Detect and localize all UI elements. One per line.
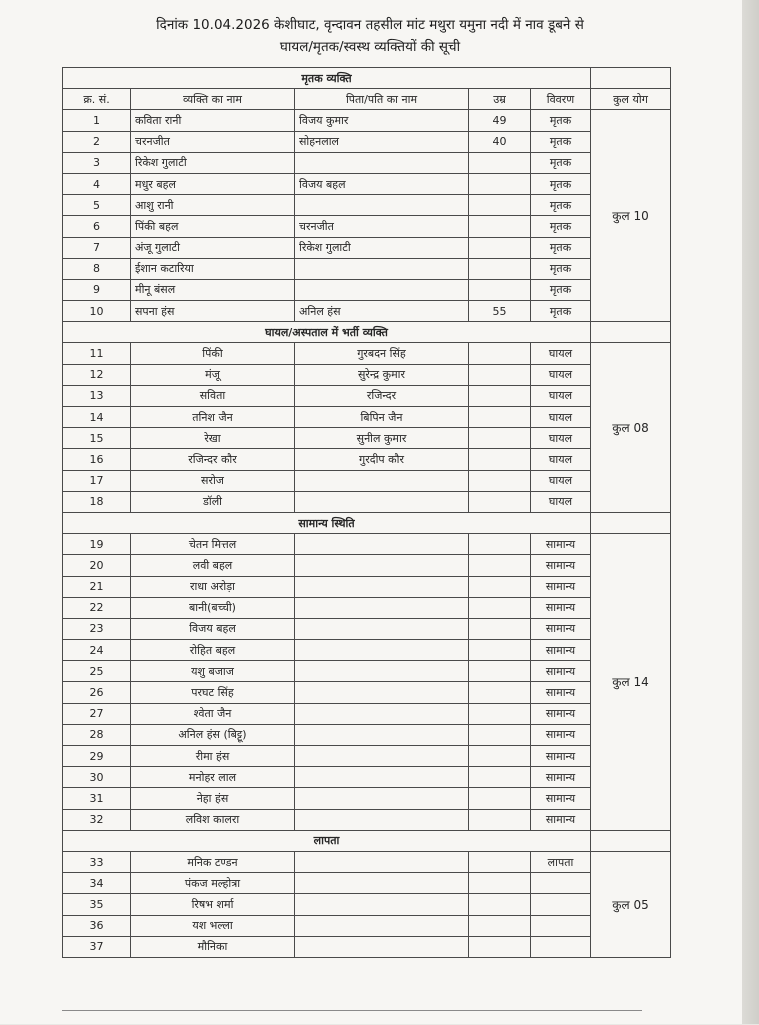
row-age [469,428,531,449]
section-total: कुल 10 [591,110,671,322]
row-age [469,279,531,300]
table-row [63,576,671,597]
row-relation [295,597,469,618]
row-name: मनोहर लाल [131,767,295,788]
row-sno: 12 [63,364,131,385]
section-title-row [63,68,671,89]
row-sno: 26 [63,682,131,703]
row-sno: 27 [63,703,131,724]
row-status [531,873,591,894]
table-row [63,343,671,364]
row-sno: 8 [63,258,131,279]
row-age [469,640,531,661]
row-relation [295,491,469,512]
row-sno: 15 [63,428,131,449]
row-sno: 34 [63,873,131,894]
row-relation: विजय कुमार [295,110,469,131]
row-name: राधा अरोड़ा [131,576,295,597]
row-sno: 30 [63,767,131,788]
row-age [469,216,531,237]
row-name: रजिन्दर कौर [131,449,295,470]
section-title-row [63,322,671,343]
row-status: घायल [531,385,591,406]
row-sno: 13 [63,385,131,406]
row-relation [295,682,469,703]
row-name: सविता [131,385,295,406]
row-name: विजय बहल [131,618,295,639]
row-status: मृतक [531,195,591,216]
row-sno: 22 [63,597,131,618]
row-relation: चरनजीत [295,216,469,237]
row-name: रिषभ शर्मा [131,894,295,915]
row-age [469,534,531,555]
table-row [63,640,671,661]
row-age [469,618,531,639]
section-title: सामान्य स्थिति [63,512,591,533]
row-status: मृतक [531,216,591,237]
row-sno: 10 [63,301,131,322]
row-sno: 28 [63,724,131,745]
row-name: तनिश जैन [131,407,295,428]
row-name: सपना हंस [131,301,295,322]
row-name: मधुर बहल [131,173,295,194]
row-status: सामान्य [531,555,591,576]
row-relation [295,851,469,872]
row-name: लवी बहल [131,555,295,576]
col-header-status: विवरण [531,89,591,110]
row-status: सामान्य [531,682,591,703]
section-total: कुल 08 [591,343,671,513]
row-relation: सोहनलाल [295,131,469,152]
table-row [63,936,671,957]
row-name: रीमा हंस [131,746,295,767]
row-sno: 6 [63,216,131,237]
row-relation [295,746,469,767]
row-name: मनिक टण्डन [131,851,295,872]
row-relation: विजय बहल [295,173,469,194]
row-sno: 7 [63,237,131,258]
col-header-total: कुल योग [591,89,671,110]
row-age [469,364,531,385]
row-sno: 21 [63,576,131,597]
row-relation: गुरदीप कौर [295,449,469,470]
table-row [63,258,671,279]
row-name: रिकेश गुलाटी [131,152,295,173]
row-sno: 33 [63,851,131,872]
row-status: सामान्य [531,746,591,767]
col-header-relation: पिता/पति का नाम [295,89,469,110]
row-name: रोहित बहल [131,640,295,661]
table-row [63,618,671,639]
row-name: चेतन मित्तल [131,534,295,555]
total-header-blank [591,68,671,89]
row-relation [295,661,469,682]
row-status: मृतक [531,152,591,173]
row-name: सरोज [131,470,295,491]
table-row [63,597,671,618]
row-age [469,385,531,406]
row-sno: 18 [63,491,131,512]
row-status: घायल [531,491,591,512]
heading-line-1: दिनांक 10.04.2026 केशीघाट, वृन्दावन तहसील मांट मथुरा यमुना नदी में नाव डूबने से [156,17,584,33]
row-relation [295,279,469,300]
heading-line-2: घायल/मृतक/स्वस्थ व्यक्तियों की सूची [279,39,461,55]
row-sno: 19 [63,534,131,555]
row-age [469,597,531,618]
table-row [63,428,671,449]
row-age: 40 [469,131,531,152]
row-name: लविश कालरा [131,809,295,830]
table-row [63,470,671,491]
table-row [63,873,671,894]
row-age [469,661,531,682]
table-row [63,851,671,872]
row-status: घायल [531,364,591,385]
row-name: श्वेता जैन [131,703,295,724]
row-name: बानी(बच्ची) [131,597,295,618]
row-name: पिंकी बहल [131,216,295,237]
row-age [469,152,531,173]
row-name: अनिल हंस (बिट्टू) [131,724,295,745]
row-status [531,915,591,936]
row-age: 55 [469,301,531,322]
row-sno: 2 [63,131,131,152]
row-relation: अनिल हंस [295,301,469,322]
next-page-edge [62,1010,642,1025]
row-age [469,555,531,576]
table-row [63,491,671,512]
row-name: नेहा हंस [131,788,295,809]
row-relation [295,258,469,279]
row-sno: 23 [63,618,131,639]
row-name: डॉली [131,491,295,512]
row-status: सामान्य [531,809,591,830]
row-status: सामान्य [531,576,591,597]
row-age [469,491,531,512]
row-age [469,195,531,216]
row-status: घायल [531,407,591,428]
row-name: पंकज मल्होत्रा [131,873,295,894]
table-row [63,809,671,830]
row-age [469,894,531,915]
row-relation [295,703,469,724]
row-relation [295,788,469,809]
row-relation: बिपिन जैन [295,407,469,428]
row-age [469,173,531,194]
row-relation [295,555,469,576]
section-title-row [63,830,671,851]
row-age [469,682,531,703]
row-sno: 17 [63,470,131,491]
row-status: लापता [531,851,591,872]
row-status: मृतक [531,258,591,279]
table-row [63,173,671,194]
row-status: मृतक [531,110,591,131]
row-name: ईशान कटारिया [131,258,295,279]
row-age [469,407,531,428]
row-name: रेखा [131,428,295,449]
row-name: मंजू [131,364,295,385]
row-sno: 5 [63,195,131,216]
row-relation [295,724,469,745]
section-total: कुल 14 [591,534,671,831]
row-age [469,746,531,767]
row-status: सामान्य [531,534,591,555]
table-row [63,894,671,915]
row-name: आशु रानी [131,195,295,216]
section-title: लापता [63,830,591,851]
row-status: सामान्य [531,767,591,788]
row-sno: 9 [63,279,131,300]
total-blank [591,322,671,343]
row-sno: 11 [63,343,131,364]
table-row [63,915,671,936]
col-header-name: व्यक्ति का नाम [131,89,295,110]
row-status: मृतक [531,173,591,194]
table-row [63,279,671,300]
section-title: घायल/अस्पताल में भर्ती व्यक्ति [63,322,591,343]
column-header-row [63,89,671,110]
row-relation: रिकेश गुलाटी [295,237,469,258]
col-header-sno: क्र. सं. [63,89,131,110]
row-status: मृतक [531,237,591,258]
row-age [469,915,531,936]
row-status: मृतक [531,301,591,322]
row-name: अंजू गुलाटी [131,237,295,258]
section-total: कुल 05 [591,851,671,957]
row-status: घायल [531,470,591,491]
row-relation [295,534,469,555]
section-title: मृतक व्यक्ति [63,68,591,89]
row-relation [295,767,469,788]
row-age [469,237,531,258]
row-relation [295,936,469,957]
row-name: यश भल्ला [131,915,295,936]
row-age [469,788,531,809]
row-relation [295,809,469,830]
row-relation [295,873,469,894]
row-relation [295,152,469,173]
row-name: कविता रानी [131,110,295,131]
table-row [63,364,671,385]
casualty-list-table [62,67,671,958]
table-row [63,449,671,470]
row-age [469,809,531,830]
row-name: परघट सिंह [131,682,295,703]
row-status: सामान्य [531,597,591,618]
row-sno: 37 [63,936,131,957]
table-row [63,110,671,131]
table-row [63,131,671,152]
row-relation [295,195,469,216]
table-row [63,301,671,322]
row-status [531,894,591,915]
row-relation [295,915,469,936]
table-row [63,682,671,703]
row-status: घायल [531,428,591,449]
row-sno: 29 [63,746,131,767]
row-status: मृतक [531,279,591,300]
table-row [63,555,671,576]
table-row [63,788,671,809]
row-status: घायल [531,343,591,364]
row-relation: सुरेन्द्र कुमार [295,364,469,385]
row-sno: 31 [63,788,131,809]
row-status: सामान्य [531,640,591,661]
row-relation [295,894,469,915]
table-body [63,68,671,958]
row-age [469,767,531,788]
row-relation: सुनील कुमार [295,428,469,449]
row-relation [295,576,469,597]
row-age [469,343,531,364]
table-row [63,385,671,406]
row-relation [295,640,469,661]
row-age [469,873,531,894]
table-row [63,195,671,216]
row-sno: 16 [63,449,131,470]
row-age: 49 [469,110,531,131]
table-row [63,534,671,555]
row-sno: 32 [63,809,131,830]
row-status: मृतक [531,131,591,152]
row-sno: 14 [63,407,131,428]
table-row [63,661,671,682]
row-status: सामान्य [531,703,591,724]
document-heading [60,14,680,58]
row-status [531,936,591,957]
row-sno: 35 [63,894,131,915]
row-status: सामान्य [531,618,591,639]
table-row [63,152,671,173]
row-name: यशु बजाज [131,661,295,682]
row-sno: 24 [63,640,131,661]
total-blank [591,512,671,533]
table-row [63,767,671,788]
row-status: सामान्य [531,661,591,682]
row-age [469,258,531,279]
row-sno: 36 [63,915,131,936]
table-row [63,237,671,258]
row-name: चरनजीत [131,131,295,152]
col-header-age: उम्र [469,89,531,110]
row-age [469,724,531,745]
row-status: सामान्य [531,724,591,745]
table-row [63,216,671,237]
row-sno: 1 [63,110,131,131]
row-relation [295,470,469,491]
row-status: सामान्य [531,788,591,809]
row-age [469,936,531,957]
row-age [469,703,531,724]
row-age [469,470,531,491]
row-age [469,576,531,597]
row-relation: गुरबदन सिंह [295,343,469,364]
row-relation: रजिन्दर [295,385,469,406]
table-row [63,407,671,428]
row-name: मौनिका [131,936,295,957]
row-sno: 20 [63,555,131,576]
row-age [469,851,531,872]
table-row [63,746,671,767]
table-row [63,724,671,745]
total-blank [591,830,671,851]
table-row [63,703,671,724]
row-sno: 3 [63,152,131,173]
section-title-row [63,512,671,533]
row-name: पिंकी [131,343,295,364]
row-sno: 25 [63,661,131,682]
page-edge-shadow [742,0,759,1024]
row-relation [295,618,469,639]
row-name: मीनू बंसल [131,279,295,300]
row-sno: 4 [63,173,131,194]
row-status: घायल [531,449,591,470]
row-age [469,449,531,470]
